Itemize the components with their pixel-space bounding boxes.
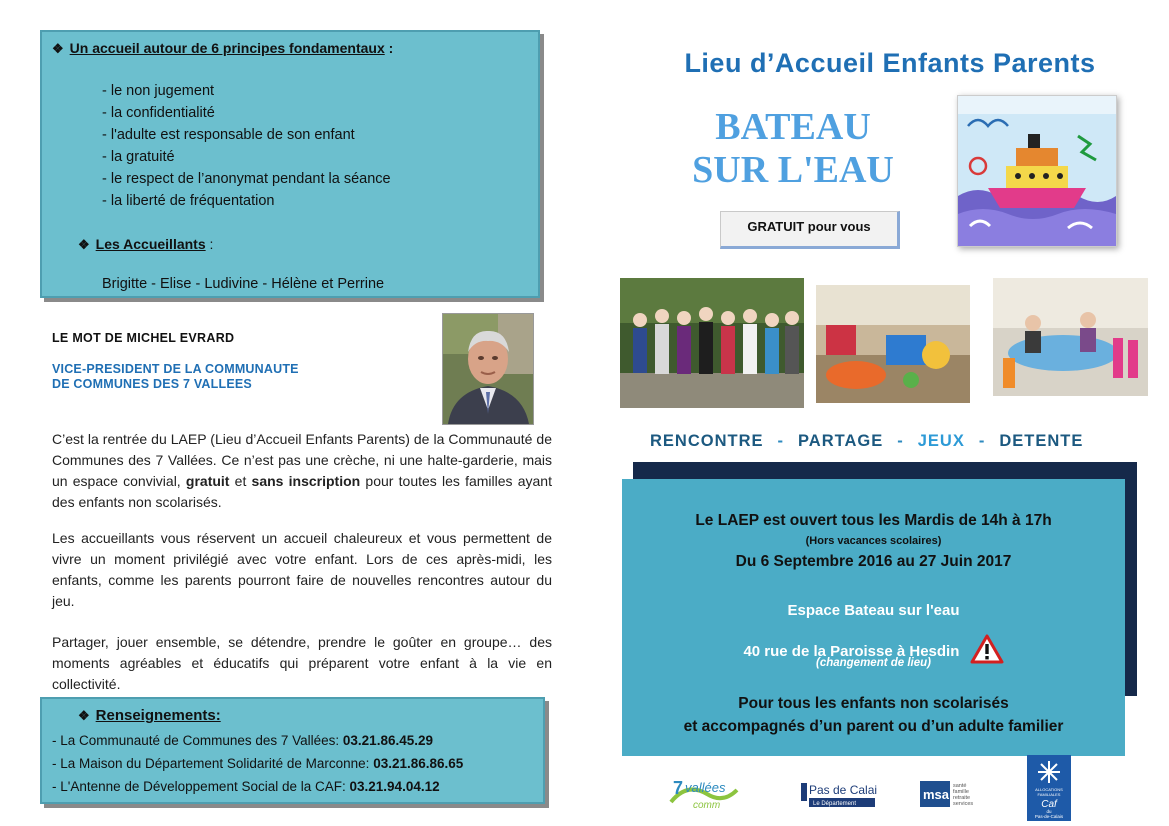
audience-line: et accompagnés d’un parent ou d’un adulte familier [683, 718, 1064, 735]
tagline: RENCONTRE - PARTAGE - JEUX - DETENTE [650, 432, 1084, 450]
renseignements-heading: ❖ Renseignements: [78, 707, 221, 724]
svg-text:7: 7 [673, 778, 684, 798]
portrait-photo [442, 313, 534, 425]
contact-line: - La Maison du Département Solidarité de Marconne: 03.21.86.86.65 [52, 756, 464, 771]
address-note: (changement de lieu) [815, 657, 932, 669]
svg-text:retraite: retraite [953, 795, 971, 801]
diamond-bullet-icon: ❖ [78, 237, 90, 252]
list-item: - la gratuité [102, 149, 175, 165]
list-item: - la liberté de fréquentation [102, 193, 275, 209]
principles-list [102, 80, 391, 212]
svg-text:vallées: vallées [685, 780, 726, 795]
svg-text:santé: santé [953, 783, 967, 789]
contact-line: - La Communauté de Communes des 7 Vallées: 03.21.86.45.29 [52, 733, 433, 748]
principles-heading: ❖ Un accueil autour de 6 principes fondamentaux : [52, 40, 394, 56]
article-paragraph-1: C’est la rentrée du LAEP (Lieu d’Accueil Enfants Parents) de la Communauté de Communes des 7 Vallées. Ce n’est pas une crèche, ni une halte-garderie, mais un espace convivial, gratuit et sans inscription pour toutes les familles ayant des enfants non scolarisés. [52, 431, 552, 510]
caf-logo [1027, 755, 1071, 821]
diamond-bullet-icon: ❖ [78, 708, 90, 723]
phone-number[interactable]: 03.21.94.04.12 [349, 779, 440, 794]
gratuit-badge: GRATUIT pour vous [720, 211, 900, 249]
article-paragraph-2: Les accueillants vous réservent un accueil chaleureux et vous permettent de vivre un moment privilégié avec votre enfant. Lors de ces après-midi, les enfants, comme les parents pourront faire de nouvelles rencontres autour du jeu. [52, 530, 552, 609]
article-paragraph-3: Partager, jouer ensemble, se détendre, prendre le goûter en groupe… des moments agréables et éducatifs qui préparent votre enfant à la vie en collectivité. [52, 634, 552, 692]
svg-text:msa: msa [923, 787, 950, 802]
activity-photo [993, 278, 1148, 396]
list-item: - la confidentialité [102, 105, 215, 121]
svg-text:Le Département: Le Département [813, 801, 857, 807]
list-item: - l'adulte est responsable de son enfant [102, 127, 355, 143]
group-photo [620, 278, 804, 408]
brand-title: Lieu d’Accueil Enfants Parents [684, 48, 1096, 78]
svg-text:Caf: Caf [1041, 799, 1057, 810]
article-subtitle: VICE-PRESIDENT DE LA COMMUNAUTE DE COMMUNES DES 7 VALLEES [52, 362, 299, 391]
opening-dates: Du 6 Septembre 2016 au 27 Juin 2017 [735, 553, 1012, 570]
svg-text:comm: comm [693, 800, 721, 811]
phone-number[interactable]: 03.21.86.86.65 [373, 756, 464, 771]
renseignements-box [40, 697, 545, 804]
opening-note: (Hors vacances scolaires) [805, 535, 942, 547]
svg-text:du: du [1046, 809, 1052, 814]
info-box [622, 479, 1125, 756]
principles-box [40, 30, 540, 298]
article-title: LE MOT DE MICHEL EVRARD [52, 331, 235, 345]
accueillants-names: Brigitte - Elise - Ludivine - Hélène et Perrine [102, 276, 385, 292]
sept-vallees-logo [667, 772, 741, 812]
pas-de-calais-logo [799, 779, 877, 809]
venue-address: 40 rue de la Paroisse à Hesdin [622, 634, 1125, 664]
svg-text:services: services [953, 801, 974, 807]
diamond-bullet-icon: ❖ [52, 41, 64, 56]
msa-logo [920, 779, 982, 809]
contact-line: - L'Antenne de Développement Social de la CAF: 03.21.94.04.12 [52, 779, 440, 794]
audience-line: Pour tous les enfants non scolarisés [738, 695, 1009, 712]
playroom-photo [816, 285, 970, 403]
opening-hours: Le LAEP est ouvert tous les Mardis de 14h à 17h [695, 512, 1052, 529]
venue-name: Espace Bateau sur l'eau [787, 602, 960, 619]
svg-text:ALLOCATIONS: ALLOCATIONS [1035, 787, 1063, 792]
phone-number[interactable]: 03.21.86.45.29 [342, 733, 433, 748]
accueillants-heading: ❖ Les Accueillants : [78, 236, 214, 252]
main-title: BATEAU SUR L'EAU [692, 106, 894, 191]
svg-text:FAMILIALES: FAMILIALES [1037, 792, 1061, 797]
list-item: - le non jugement [102, 83, 215, 99]
svg-text:famille: famille [953, 789, 969, 795]
boat-drawing-image [957, 95, 1117, 247]
svg-text:Pas-de-Calais: Pas-de-Calais [1034, 814, 1064, 819]
list-item: - le respect de l’anonymat pendant la séance [102, 171, 391, 187]
svg-text:Pas de Calais: Pas de Calais [809, 783, 877, 797]
